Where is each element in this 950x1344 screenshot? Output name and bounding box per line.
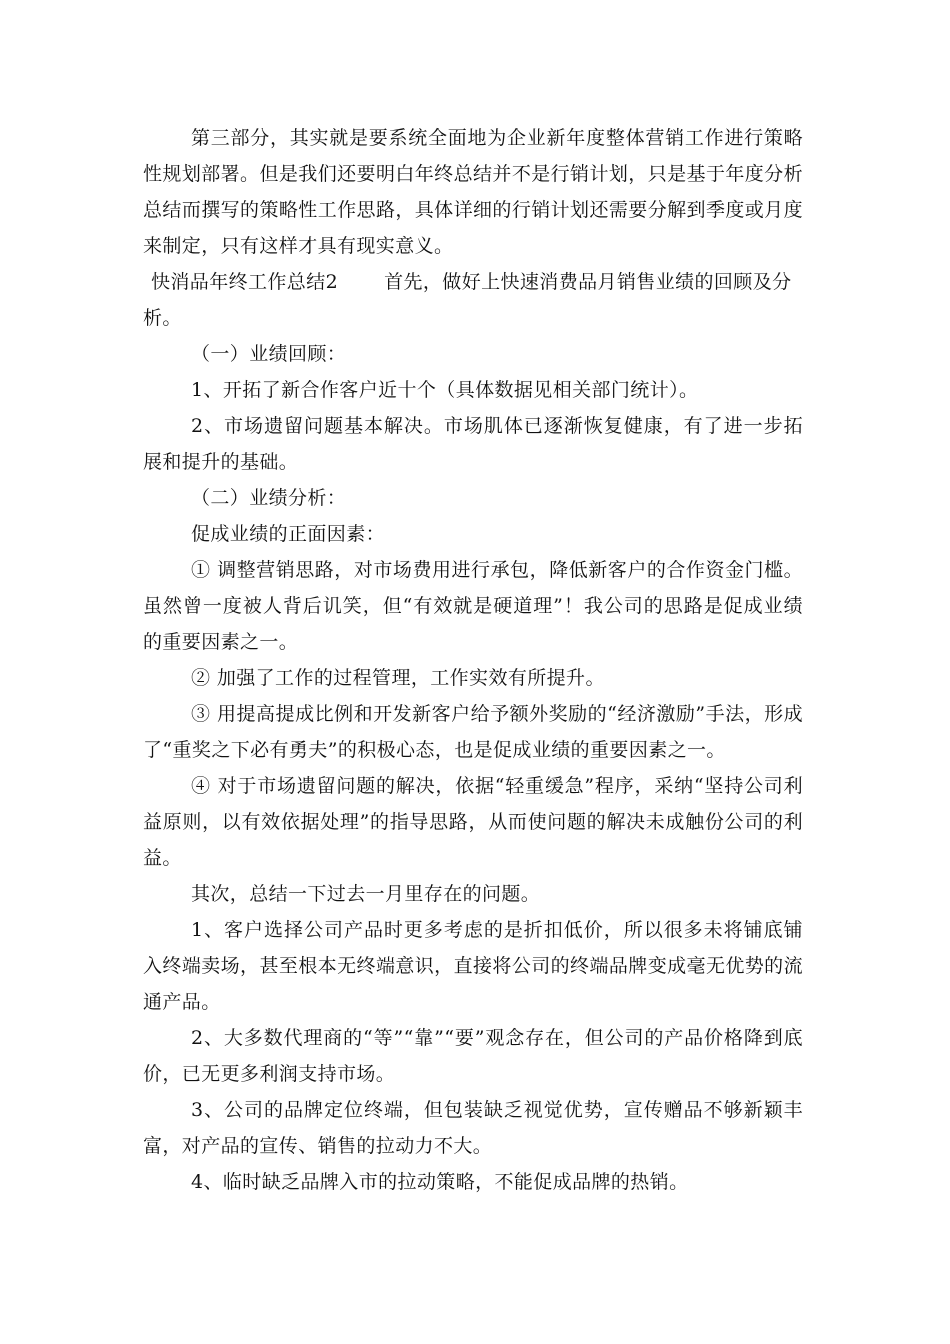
section-title-line xyxy=(143,264,803,336)
positive-factors-label: 促成业绩的正面因素： xyxy=(191,523,386,545)
problem-1: 1、客户选择公司产品时更多考虑的是折扣低价，所以很多未将铺底铺入终端卖场，甚至根本无终端意识，直接将公司的终端品牌变成毫无优势的流通产品。 xyxy=(143,919,803,1013)
heading-review: （一）业绩回顾： xyxy=(191,343,347,365)
problem-2: 2、大多数代理商的“等”“靠”“要”观念存在，但公司的产品价格降到底价，已无更多利润支持市场。 xyxy=(143,1027,803,1085)
heading-analysis: （二）业绩分析： xyxy=(191,487,347,509)
paragraph-first: 首先，做好上快速消费品月销售业绩的回顾及分析。 xyxy=(143,271,792,329)
paragraph-next: 其次，总结一下过去一月里存在的问题。 xyxy=(191,883,541,905)
problem-4: 4、临时缺乏品牌入市的拉动策略，不能促成品牌的热销。 xyxy=(191,1171,689,1193)
paragraph-part-three: 第三部分，其实就是要系统全面地为企业新年度整体营销工作进行策略性规划部署。但是我们还要明白年终总结并不是行销计划，只是基于年度分析总结而撰写的策略性工作思路，具体详细的行销计划还需要分解到季度或月度来制定，只有这样才具有现实意义。 xyxy=(143,127,803,257)
review-item-2: 2、市场遗留问题基本解决。市场肌体已逐渐恢复健康，有了进一步拓展和提升的基础。 xyxy=(143,415,803,473)
problem-3: 3、公司的品牌定位终端，但包装缺乏视觉优势，宣传赠品不够新颖丰富，对产品的宣传、销售的拉动力不大。 xyxy=(143,1099,803,1157)
factor-2: ② 加强了工作的过程管理，工作实效有所提升。 xyxy=(191,667,605,689)
review-item-1: 1、开拓了新合作客户近十个（具体数据见相关部门统计）。 xyxy=(191,379,699,401)
factor-4: ④ 对于市场遗留问题的解决，依据“轻重缓急”程序，采纳“坚持公司利益原则，以有效依据处理”的指导思路，从而使问题的解决未成触份公司的利益。 xyxy=(143,775,803,869)
section-title: 快消品年终工作总结2 xyxy=(151,271,339,293)
factor-1: ① 调整营销思路，对市场费用进行承包，降低新客户的合作资金门槛。虽然曾一度被人背后讥笑，但“有效就是硬道理”！我公司的思路是促成业绩的重要因素之一。 xyxy=(143,559,803,653)
factor-3: ③ 用提高提成比例和开发新客户给予额外奖励的“经济激励”手法，形成了“重奖之下必有勇夫”的积极心态，也是促成业绩的重要因素之一。 xyxy=(143,703,803,761)
